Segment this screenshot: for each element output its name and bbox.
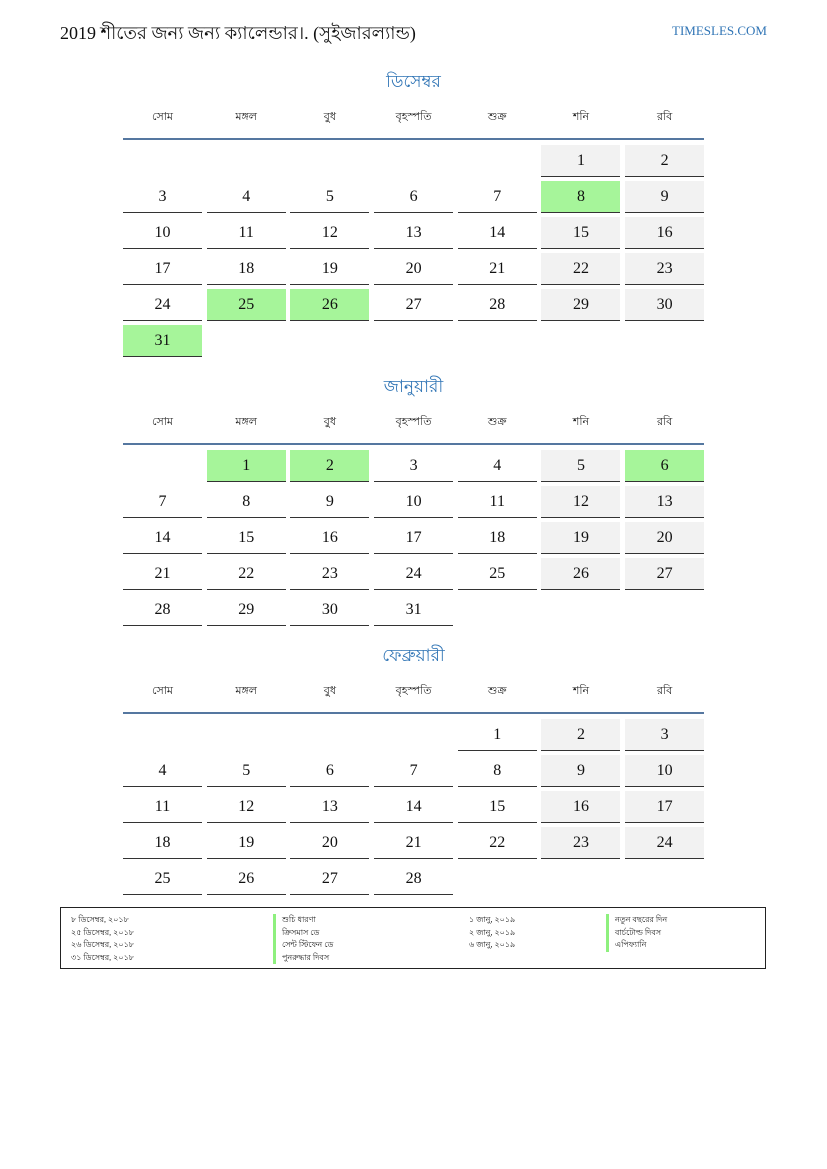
empty-cell bbox=[290, 719, 369, 751]
day-cell: 25 bbox=[123, 863, 202, 895]
weekday-label: সোম bbox=[151, 111, 174, 123]
weekday-label: মঙ্গল bbox=[235, 685, 257, 697]
empty-cell bbox=[458, 145, 537, 177]
day-cell: 3 bbox=[374, 450, 453, 482]
day-cell: 12 bbox=[290, 217, 369, 249]
day-cell: 1 bbox=[207, 450, 286, 482]
day-cell: 10 bbox=[374, 486, 453, 518]
month-title: ফেব্রুয়ারী bbox=[382, 646, 445, 665]
day-cell: 5 bbox=[207, 755, 286, 787]
day-cell: 21 bbox=[458, 253, 537, 285]
day-cell: 4 bbox=[207, 181, 286, 213]
weekday-label: রবি bbox=[656, 111, 673, 123]
day-cell: 22 bbox=[458, 827, 537, 859]
weekday-label: শুক্র bbox=[487, 111, 507, 123]
day-cell: 7 bbox=[458, 181, 537, 213]
day-cell: 15 bbox=[207, 522, 286, 554]
day-cell: 17 bbox=[374, 522, 453, 554]
day-cell: 15 bbox=[458, 791, 537, 823]
empty-cell bbox=[123, 145, 202, 177]
weekday-label: মঙ্গল bbox=[235, 416, 257, 428]
day-cell: 15 bbox=[541, 217, 620, 249]
legend-date: ৮ ডিসেম্বর, ২০১৮ bbox=[71, 915, 129, 924]
day-cell: 26 bbox=[290, 289, 369, 321]
day-cell: 23 bbox=[625, 253, 704, 285]
month-calendar-1 bbox=[123, 375, 704, 626]
legend-date: ৩১ ডিসেম্বর, ২০১৮ bbox=[71, 952, 134, 962]
weekday-label: সোম bbox=[151, 416, 174, 428]
day-cell: 9 bbox=[290, 486, 369, 518]
site-link[interactable]: TIMESLES.COM bbox=[672, 23, 767, 38]
empty-cell bbox=[207, 145, 286, 177]
day-cell: 1 bbox=[458, 719, 537, 751]
day-cell: 20 bbox=[374, 253, 453, 285]
day-cell: 13 bbox=[374, 217, 453, 249]
day-cell: 1 bbox=[541, 145, 620, 177]
legend-names-right bbox=[606, 914, 667, 952]
day-cell: 29 bbox=[541, 289, 620, 321]
day-cell: 14 bbox=[458, 217, 537, 249]
legend-date: ২৬ ডিসেম্বর, ২০১৮ bbox=[71, 940, 134, 949]
day-cell: 11 bbox=[123, 791, 202, 823]
legend-dates-left bbox=[71, 914, 134, 964]
legend-holiday-name: ক্রিসমাস ডে bbox=[273, 927, 333, 940]
day-cell: 19 bbox=[290, 253, 369, 285]
day-cell: 11 bbox=[458, 486, 537, 518]
month-title: ডিসেম্বর bbox=[386, 72, 441, 91]
day-cell: 10 bbox=[123, 217, 202, 249]
weekday-label: সোম bbox=[151, 685, 174, 697]
weekday-label: শনি bbox=[572, 685, 590, 697]
day-cell: 18 bbox=[207, 253, 286, 285]
page-title: 2019 শীতের জন্য জন্য ক্যালেন্ডার।. (সুইজারল্যান্ড) bbox=[60, 23, 416, 43]
day-cell: 6 bbox=[290, 755, 369, 787]
day-cell: 8 bbox=[458, 755, 537, 787]
day-cell: 7 bbox=[374, 755, 453, 787]
day-cell: 30 bbox=[625, 289, 704, 321]
day-cell: 22 bbox=[541, 253, 620, 285]
day-cell: 28 bbox=[458, 289, 537, 321]
weekday-label: রবি bbox=[656, 416, 673, 428]
holiday-legend bbox=[60, 907, 766, 969]
day-cell: 22 bbox=[207, 558, 286, 590]
day-cell: 25 bbox=[458, 558, 537, 590]
day-grid bbox=[123, 719, 704, 895]
day-cell: 27 bbox=[625, 558, 704, 590]
weekday-label: শুক্র bbox=[487, 685, 507, 697]
day-cell: 11 bbox=[207, 217, 286, 249]
day-cell: 21 bbox=[374, 827, 453, 859]
day-cell: 2 bbox=[541, 719, 620, 751]
weekday-header bbox=[123, 106, 704, 140]
weekday-label: বুধ bbox=[323, 111, 337, 123]
day-cell: 9 bbox=[625, 181, 704, 213]
weekday-label: রবি bbox=[656, 685, 673, 697]
day-cell: 14 bbox=[123, 522, 202, 554]
day-cell: 19 bbox=[541, 522, 620, 554]
day-cell: 12 bbox=[541, 486, 620, 518]
day-cell: 28 bbox=[123, 594, 202, 626]
month-calendar-2 bbox=[123, 644, 704, 895]
weekday-label: শনি bbox=[572, 416, 590, 428]
day-cell: 16 bbox=[290, 522, 369, 554]
empty-cell bbox=[207, 719, 286, 751]
day-cell: 16 bbox=[625, 217, 704, 249]
day-cell: 24 bbox=[123, 289, 202, 321]
weekday-header bbox=[123, 680, 704, 714]
empty-cell bbox=[123, 450, 202, 482]
day-cell: 18 bbox=[123, 827, 202, 859]
legend-dates-right bbox=[469, 914, 515, 952]
day-cell: 23 bbox=[290, 558, 369, 590]
day-cell: 4 bbox=[123, 755, 202, 787]
day-cell: 20 bbox=[625, 522, 704, 554]
day-cell: 27 bbox=[290, 863, 369, 895]
day-cell: 10 bbox=[625, 755, 704, 787]
weekday-label: মঙ্গল bbox=[235, 111, 257, 123]
day-cell: 13 bbox=[290, 791, 369, 823]
legend-holiday-name: শুচি ধারণা bbox=[273, 914, 333, 927]
day-cell: 31 bbox=[123, 325, 202, 357]
day-cell: 13 bbox=[625, 486, 704, 518]
day-cell: 17 bbox=[123, 253, 202, 285]
day-cell: 8 bbox=[207, 486, 286, 518]
day-cell: 17 bbox=[625, 791, 704, 823]
legend-holiday-name: এপিফ্যানি bbox=[606, 939, 667, 952]
day-grid bbox=[123, 450, 704, 626]
legend-holiday-name: নতুন বছরের দিন bbox=[606, 914, 667, 927]
legend-date: ৬ জানু, ২০১৯ bbox=[469, 940, 516, 949]
weekday-label: শুক্র bbox=[487, 416, 507, 428]
legend-holiday-name: বার্চটোল্ড দিবস bbox=[606, 927, 667, 940]
weekday-label: বৃহস্পতি bbox=[395, 685, 432, 697]
day-cell: 6 bbox=[374, 181, 453, 213]
day-cell: 23 bbox=[541, 827, 620, 859]
day-cell: 28 bbox=[374, 863, 453, 895]
day-cell: 4 bbox=[458, 450, 537, 482]
day-cell: 26 bbox=[541, 558, 620, 590]
legend-holiday-name: পুনরুদ্ধার দিবস bbox=[273, 952, 333, 965]
day-cell: 19 bbox=[207, 827, 286, 859]
day-cell: 7 bbox=[123, 486, 202, 518]
weekday-label: বৃহস্পতি bbox=[395, 111, 432, 123]
day-cell: 8 bbox=[541, 181, 620, 213]
day-cell: 14 bbox=[374, 791, 453, 823]
day-cell: 2 bbox=[290, 450, 369, 482]
day-cell: 3 bbox=[625, 719, 704, 751]
weekday-label: বুধ bbox=[323, 685, 337, 697]
weekday-header bbox=[123, 411, 704, 445]
day-cell: 2 bbox=[625, 145, 704, 177]
legend-date: ২৫ ডিসেম্বর, ২০১৮ bbox=[71, 927, 134, 937]
empty-cell bbox=[374, 145, 453, 177]
day-cell: 31 bbox=[374, 594, 453, 626]
day-cell: 12 bbox=[207, 791, 286, 823]
weekday-label: বুধ bbox=[323, 416, 337, 428]
empty-cell bbox=[123, 719, 202, 751]
day-cell: 5 bbox=[541, 450, 620, 482]
legend-holiday-name: সেন্ট স্টিফেন ডে bbox=[273, 939, 333, 952]
day-grid bbox=[123, 145, 704, 357]
legend-date: ২ জানু, ২০১৯ bbox=[469, 927, 516, 937]
legend-date: ১ জানু, ২০১৯ bbox=[469, 915, 516, 924]
day-cell: 30 bbox=[290, 594, 369, 626]
day-cell: 29 bbox=[207, 594, 286, 626]
day-cell: 20 bbox=[290, 827, 369, 859]
day-cell: 9 bbox=[541, 755, 620, 787]
day-cell: 26 bbox=[207, 863, 286, 895]
month-calendar-0 bbox=[123, 70, 704, 357]
weekday-label: শনি bbox=[572, 111, 590, 123]
day-cell: 18 bbox=[458, 522, 537, 554]
day-cell: 3 bbox=[123, 181, 202, 213]
month-title: জানুয়ারী bbox=[383, 377, 444, 396]
day-cell: 16 bbox=[541, 791, 620, 823]
day-cell: 25 bbox=[207, 289, 286, 321]
empty-cell bbox=[290, 145, 369, 177]
day-cell: 24 bbox=[374, 558, 453, 590]
day-cell: 24 bbox=[625, 827, 704, 859]
day-cell: 27 bbox=[374, 289, 453, 321]
day-cell: 21 bbox=[123, 558, 202, 590]
day-cell: 6 bbox=[625, 450, 704, 482]
empty-cell bbox=[374, 719, 453, 751]
legend-names-left bbox=[273, 914, 333, 964]
weekday-label: বৃহস্পতি bbox=[395, 416, 432, 428]
day-cell: 5 bbox=[290, 181, 369, 213]
